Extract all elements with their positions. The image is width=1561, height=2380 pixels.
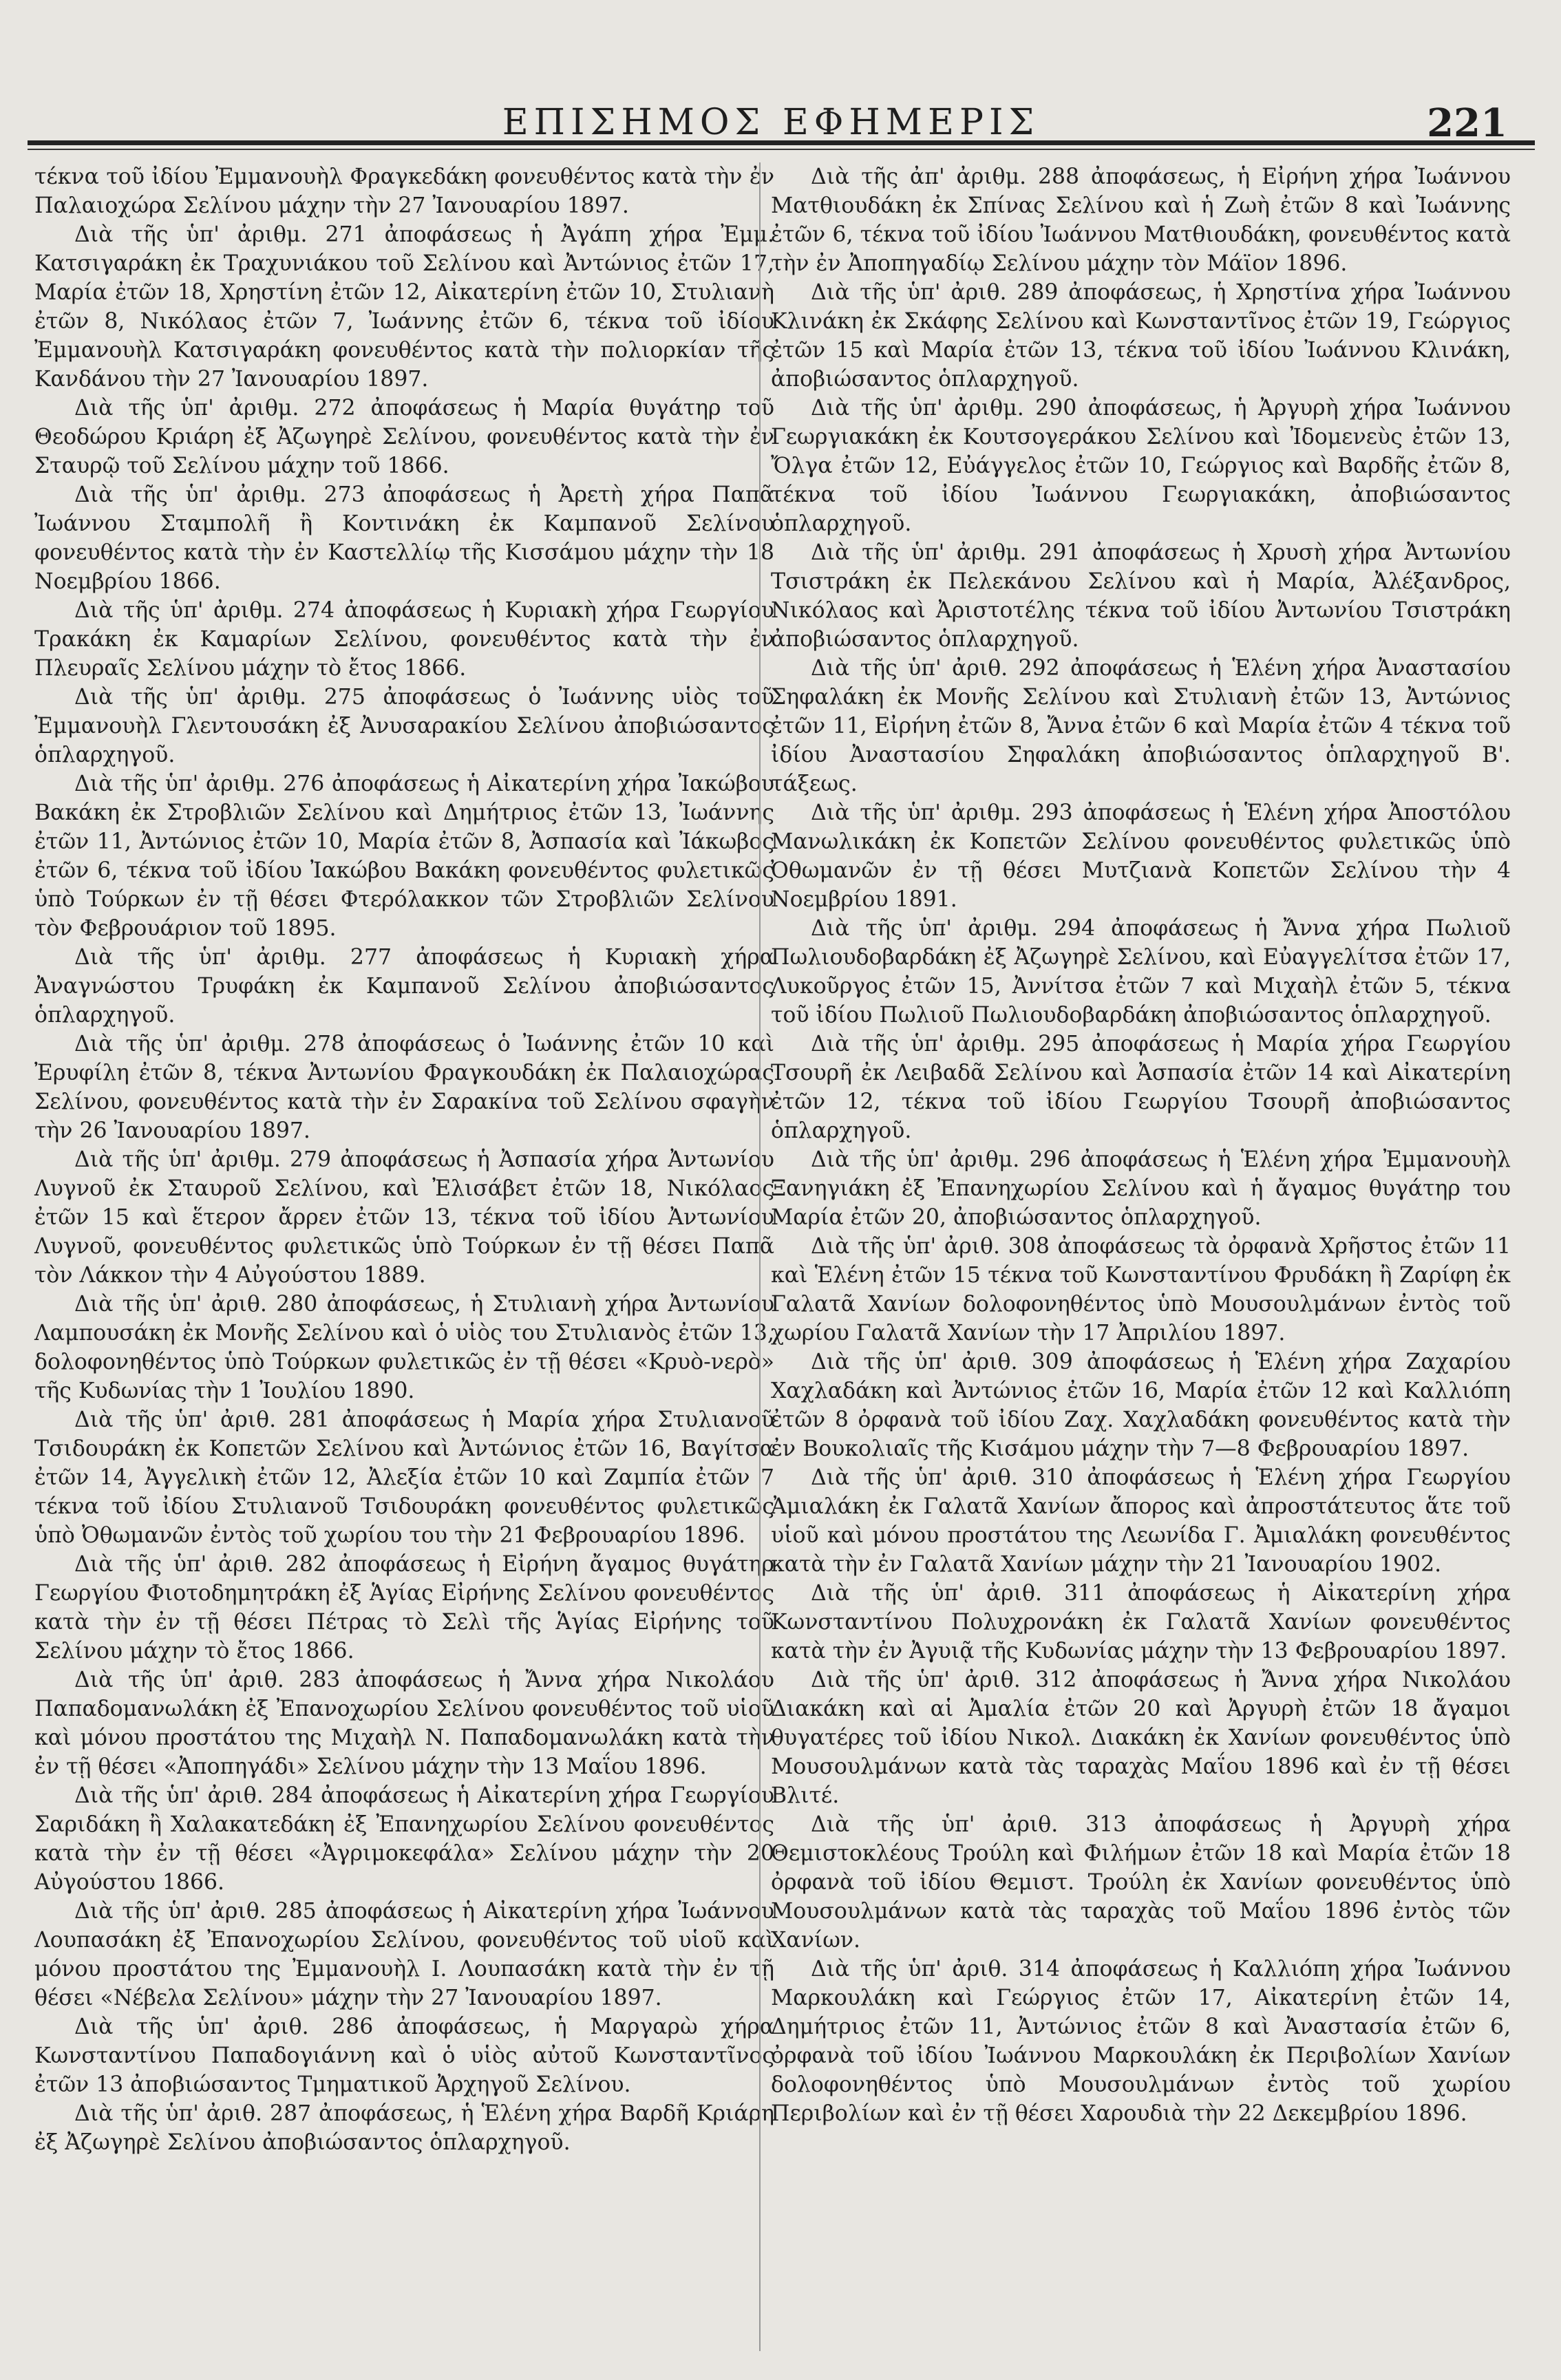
decision-paragraph: Διὰ τῆς ὑπ' ἀριθ. 308 ἀποφάσεως τὰ ὀρφανὰ Χρῆστος ἐτῶν 11 καὶ Ἑλένη ἐτῶν 15 τέκνα τοῦ Κωνσταντίνου Φρυδάκη ἢ Ζαρίφη ἐκ Γαλατᾶ Χανίων δολοφονηθέντος ὑπὸ Μουσουλμάνων ἐντὸς τοῦ χωρίου Γαλατᾶ Χανίων τὴν 17 Ἀπριλίου 1897.: [771, 1234, 1511, 1346]
decision-paragraph: Διὰ τῆς ὑπ' ἀριθμ. 293 ἀποφάσεως ἡ Ἑλένη χήρα Ἀποστόλου Μανωλικάκη ἐκ Κοπετῶν Σελίνου φονευθέντος φυλετικῶς ὑπὸ Ὀθωμανῶν ἐν τῇ θέσει Μυτζιανὰ Κοπετῶν Σελίνου τὴν 4 Νοεμβρίου 1891.: [771, 800, 1511, 912]
decision-paragraph: Διὰ τῆς ὑπ' ἀριθ. 314 ἀποφάσεως ἡ Καλλιόπη χήρα Ἰωάννου Μαρκουλάκη καὶ Γεώργιος ἐτῶν 17, Αἰκατερίνη ἐτῶν 14, Δημήτριος ἐτῶν 11, Ἀντώνιος ἐτῶν 8 καὶ Ἀναστασία ἐτῶν 6, ὀρφανὰ τοῦ ἰδίου Ἰωάννου Μαρκουλάκη ἐκ Περιβολίων Χανίων δολοφονηθέντος ὑπὸ Μουσουλμάνων ἐντὸς τοῦ χωρίου Περιβολίων καὶ ἐν τῇ θέσει Χαρουδιὰ τὴν 22 Δεκεμβρίου 1896.: [771, 1957, 1511, 2126]
decision-paragraph: Διὰ τῆς ὑπ' ἀριθμ. 274 ἀποφάσεως ἡ Κυριακὴ χήρα Γεωργίου Τρακάκη ἐκ Καμαρίων Σελίνου, φονευθέντος κατὰ τὴν ἐν Πλευραῖς Σελίνου μάχην τὸ ἔτος 1866.: [34, 598, 774, 681]
decision-paragraph: Διὰ τῆς ὑπ' ἀριθμ. 295 ἀποφάσεως ἡ Μαρία χήρα Γεωργίου Τσουρῆ ἐκ Λειβαδᾶ Σελίνου καὶ Ἀσπασία ἐτῶν 14 καὶ Αἰκατερίνη ἐτῶν 12, τέκνα τοῦ ἰδίου Γεωργίου Τσουρῆ ἀποβιώσαντος ὁπλαρχηγοῦ.: [771, 1032, 1511, 1143]
left-column: [34, 162, 774, 2157]
journal-title: ΕΠΙΣΗΜΟΣ ΕΦΗΜΕΡΙΣ: [502, 102, 1040, 143]
decision-paragraph: Διὰ τῆς ὑπ' ἀριθ. 311 ἀποφάσεως ἡ Αἰκατερίνη χήρα Κωνσταντίνου Πολυχρονάκη ἐκ Γαλατᾶ Χανίων φονευθέντος κατὰ τὴν ἐν Ἀγυιᾷ τῆς Κυδωνίας μάχην τὴν 13 Φεβρουαρίου 1897.: [771, 1581, 1511, 1664]
decision-paragraph: Διὰ τῆς ὑπ' ἀριθ. 309 ἀποφάσεως ἡ Ἑλένη χήρα Ζαχαρίου Χαχλαδάκη καὶ Ἀντώνιος ἐτῶν 16, Μαρία ἐτῶν 12 καὶ Καλλιόπη ἐτῶν 8 ὀρφανὰ τοῦ ἰδίου Ζαχ. Χαχλαδάκη φονευθέντος κατὰ τὴν ἐν Βουκολιαῖς τῆς Κισάμου μάχην τὴν 7—8 Φεβρουαρίου 1897.: [771, 1350, 1511, 1461]
decision-paragraph: Διὰ τῆς ὑπ' ἀριθμ. 272 ἀποφάσεως ἡ Μαρία θυγάτηρ τοῦ Θεοδώρου Κριάρη ἐξ Ἀζωγηρὲ Σελίνου, φονευθέντος κατὰ τὴν ἐν Σταυρῷ τοῦ Σελίνου μάχην τοῦ 1866.: [34, 396, 774, 478]
decision-paragraph: Διὰ τῆς ὑπ' ἀριθμ. 294 ἀποφάσεως ἡ Ἄννα χήρα Πωλιοῦ Πωλιουδοβαρδάκη ἐξ Ἀζωγηρὲ Σελίνου, καὶ Εὐαγγελίτσα ἐτῶν 17, Λυκοῦργος ἐτῶν 15, Ἀννίτσα ἐτῶν 7 καὶ Μιχαὴλ ἐτῶν 5, τέκνα τοῦ ἰδίου Πωλιοῦ Πωλιουδοβαρδάκη ἀποβιώσαντος ὁπλαρχηγοῦ.: [771, 916, 1511, 1028]
decision-paragraph: Διὰ τῆς ἀπ' ἀριθμ. 288 ἀποφάσεως, ἡ Εἰρήνη χήρα Ἰωάννου Ματθιουδάκη ἐκ Σπίνας Σελίνου καὶ ἡ Ζωὴ ἐτῶν 8 καὶ Ἰωάννης ἐτῶν 6, τέκνα τοῦ ἰδίου Ἰωάννου Ματθιουδάκη, φονευθέντος κατὰ τὴν ἐν Ἀποπηγαδίῳ Σελίνου μάχην τὸν Μάϊον 1896.: [771, 164, 1511, 276]
decision-paragraph: Διὰ τῆς ὑπ' ἀριθμ. 279 ἀποφάσεως ἡ Ἀσπασία χήρα Ἀντωνίου Λυγνοῦ ἐκ Σταυροῦ Σελίνου, καὶ Ἐλισάβετ ἐτῶν 18, Νικόλαος ἐτῶν 15 καὶ ἕτερον ἄρρεν ἐτῶν 13, τέκνα τοῦ ἰδίου Ἀντωνίου Λυγνοῦ, φονευθέντος φυλετικῶς ὑπὸ Τούρκων ἐν τῇ θέσει Παπᾶ τὸν Λάκκον τὴν 4 Αὐγούστου 1889.: [34, 1147, 774, 1288]
decision-paragraph: Διὰ τῆς ὑπ' ἀριθμ. 296 ἀποφάσεως ἡ Ἑλένη χήρα Ἐμμανουὴλ Ξανηγιάκη ἐξ Ἐπανηχωρίου Σελίνου καὶ ἡ ἄγαμος θυγάτηρ του Μαρία ἐτῶν 20, ἀποβιώσαντος ὁπλαρχηγοῦ.: [771, 1147, 1511, 1230]
header-rule: [28, 140, 1535, 145]
decision-paragraph: Διὰ τῆς ὑπ' ἀριθ. 287 ἀποφάσεως, ἡ Ἑλένη χήρα Βαρδῆ Κριάρη ἐξ Ἀζωγηρὲ Σελίνου ἀποβιώσαντος ὁπλαρχηγοῦ.: [34, 2101, 774, 2155]
page-number: 221: [1427, 100, 1507, 146]
decision-paragraph: Διὰ τῆς ὑπ' ἀριθ. 292 ἀποφάσεως ἡ Ἑλένη χήρα Ἀναστασίου Σηφαλάκη ἐκ Μονῆς Σελίνου καὶ Στυλιανὴ ἐτῶν 13, Ἀντώνιος ἐτῶν 11, Εἰρήνη ἐτῶν 8, Ἄννα ἐτῶν 6 καὶ Μαρία ἐτῶν 4 τέκνα τοῦ ἰδίου Ἀναστασίου Σηφαλάκη ἀποβιώσαντος ὁπλαρχηγοῦ Β'. τάξεως.: [771, 656, 1511, 796]
decision-paragraph: Διὰ τῆς ὑπ' ἀριθ. 286 ἀποφάσεως, ἡ Μαργαρὼ χήρα Κωνσταντίνου Παπαδογιάννη καὶ ὁ υἱὸς αὐτοῦ Κωνσταντῖνος ἐτῶν 13 ἀποβιώσαντος Τμηματικοῦ Ἀρχηγοῦ Σελίνου.: [34, 2015, 774, 2097]
decision-paragraph: Διὰ τῆς ὑπ' ἀριθ. 289 ἀποφάσεως, ἡ Χρηστίνα χήρα Ἰωάννου Κλινάκη ἐκ Σκάφης Σελίνου καὶ Κωνσταντῖνος ἐτῶν 19, Γεώργιος ἐτῶν 15 καὶ Μαρία ἐτῶν 13, τέκνα τοῦ ἰδίου Ἰωάννου Κλινάκη, ἀποβιώσαντος ὁπλαρχηγοῦ.: [771, 280, 1511, 392]
right-column: [771, 162, 1511, 2128]
decision-paragraph: Διὰ τῆς ὑπ' ἀριθ. 313 ἀποφάσεως ἡ Ἀργυρὴ χήρα Θεμιστοκλέους Τρούλη καὶ Φιλήμων ἐτῶν 18 καὶ Μαρία ἐτῶν 18 ὀρφανὰ τοῦ ἰδίου Θεμιστ. Τρούλη ἐκ Χανίων φονευθέντος ὑπὸ Μουσουλμάνων κατὰ τὰς ταραχὰς τοῦ Μαΐου 1896 ἐντὸς τῶν Χανίων.: [771, 1812, 1511, 1953]
decision-paragraph: Διὰ τῆς ὑπ' ἀριθ. 283 ἀποφάσεως ἡ Ἄννα χήρα Νικολάου Παπαδομανωλάκη ἐξ Ἐπανοχωρίου Σελίνου φονευθέντος τοῦ υἱοῦ καὶ μόνου προστάτου της Μιχαὴλ Ν. Παπαδομανωλάκη κατὰ τὴν ἐν τῇ θέσει «Ἀποπηγάδι» Σελίνου μάχην τὴν 13 Μαΐου 1896.: [34, 1668, 774, 1779]
decision-paragraph: Διὰ τῆς ὑπ' ἀριθ. 284 ἀποφάσεως ἡ Αἰκατερίνη χήρα Γεωργίου Σαριδάκη ἢ Χαλακατεδάκη ἐξ Ἐπανηχωρίου Σελίνου φονευθέντος κατὰ τὴν ἐν τῇ θέσει «Ἀγριμοκεφάλα» Σελίνου μάχην τὴν 20 Αὐγούστου 1866.: [34, 1783, 774, 1895]
page-header: [28, 96, 1514, 145]
decision-paragraph: Διὰ τῆς ὑπ' ἀριθμ. 271 ἀποφάσεως ἡ Ἀγάπη χήρα Ἐμμ. Κατσιγαράκη ἐκ Τραχυνιάκου τοῦ Σελίνου καὶ Ἀντώνιος ἐτῶν 17, Μαρία ἐτῶν 18, Χρηστίνη ἐτῶν 12, Αἰκατερίνη ἐτῶν 10, Στυλιανὴ ἐτῶν 8, Νικόλαος ἐτῶν 7, Ἰωάννης ἐτῶν 6, τέκνα τοῦ ἰδίου Ἐμμανουὴλ Κατσιγαράκη φονευθέντος κατὰ τὴν πολιορκίαν τῆς Κανδάνου τὴν 27 Ἰανουαρίου 1897.: [34, 222, 774, 392]
decision-paragraph: Διὰ τῆς ὑπ' ἀριθμ. 277 ἀποφάσεως ἡ Κυριακὴ χήρα Ἀναγνώστου Τρυφάκη ἐκ Καμπανοῦ Σελίνου ἀποβιώσαντος ὁπλαρχηγοῦ.: [34, 945, 774, 1028]
decision-paragraph: Διὰ τῆς ὑπ' ἀριθμ. 291 ἀποφάσεως ἡ Χρυσὴ χήρα Ἀντωνίου Τσιστράκη ἐκ Πελεκάνου Σελίνου καὶ ἡ Μαρία, Ἀλέξανδρος, Νικόλαος καὶ Ἀριστοτέλης τέκνα τοῦ ἰδίου Ἀντωνίου Τσιστράκη ἀποβιώσαντος ὁπλαρχηγοῦ.: [771, 540, 1511, 652]
decision-paragraph: Διὰ τῆς ὑπ' ἀριθ. 280 ἀποφάσεως, ἡ Στυλιανὴ χήρα Ἀντωνίου Λαμπουσάκη ἐκ Μονῆς Σελίνου καὶ ὁ υἱὸς του Στυλιανὸς ἐτῶν 13, δολοφονηθέντος ὑπὸ Τούρκων φυλετικῶς ἐν τῇ θέσει «Κρυὸ-νερὸ» τῆς Κυδωνίας τὴν 1 Ἰουλίου 1890.: [34, 1292, 774, 1403]
decision-paragraph: Διὰ τῆς ὑπ' ἀριθμ. 278 ἀποφάσεως ὁ Ἰωάννης ἐτῶν 10 καὶ Ἐρυφίλη ἐτῶν 8, τέκνα Ἀντωνίου Φραγκουδάκη ἐκ Παλαιοχώρας Σελίνου, φονευθέντος κατὰ τὴν ἐν Σαρακίνα τοῦ Σελίνου σφαγὴν τὴν 26 Ἰανουαρίου 1897.: [34, 1032, 774, 1143]
decision-paragraph: Διὰ τῆς ὑπ' ἀριθ. 282 ἀποφάσεως ἡ Εἰρήνη ἄγαμος θυγάτηρ Γεωργίου Φιοτοδημητράκη ἐξ Ἁγίας Εἰρήνης Σελίνου φονευθέντος κατὰ τὴν ἐν τῇ θέσει Πέτρας τὸ Σελὶ τῆς Ἁγίας Εἰρήνης τοῦ Σελίνου μάχην τὸ ἔτος 1866.: [34, 1552, 774, 1664]
decision-paragraph: Διὰ τῆς ὑπ' ἀριθμ. 290 ἀποφάσεως, ἡ Ἀργυρὴ χήρα Ἰωάννου Γεωργιακάκη ἐκ Κουτσογεράκου Σελίνου καὶ Ἰδομενεὺς ἐτῶν 13, Ὄλγα ἐτῶν 12, Εὐάγγελος ἐτῶν 10, Γεώργιος καὶ Βαρδῆς ἐτῶν 8, τέκνα τοῦ ἰδίου Ἰωάννου Γεωργιακάκη, ἀποβιώσαντος ὁπλαρχηγοῦ.: [771, 396, 1511, 536]
decision-paragraph: Διὰ τῆς ὑπ' ἀριθ. 312 ἀποφάσεως ἡ Ἄννα χήρα Νικολάου Διακάκη καὶ αἱ Ἀμαλία ἐτῶν 20 καὶ Ἀργυρὴ ἐτῶν 18 ἄγαμοι θυγατέρες τοῦ ἰδίου Νικολ. Διακάκη ἐκ Χανίων φονευθέντος ὑπὸ Μουσουλμάνων κατὰ τὰς ταραχὰς Μαΐου 1896 καὶ ἐν τῇ θέσει Βλιτέ.: [771, 1668, 1511, 1808]
decision-paragraph: Διὰ τῆς ὑπ' ἀριθ. 285 ἀποφάσεως ἡ Αἰκατερίνη χήρα Ἰωάννου Λουπασάκη ἐξ Ἐπανοχωρίου Σελίνου, φονευθέντος τοῦ υἱοῦ καὶ μόνου προστάτου της Ἐμμανουὴλ Ι. Λουπασάκη κατὰ τὴν ἐν τῇ θέσει «Νέβελα Σελίνου» μάχην τὴν 27 Ἰανουαρίου 1897.: [34, 1899, 774, 2010]
decision-paragraph: Διὰ τῆς ὑπ' ἀριθμ. 273 ἀποφάσεως ἡ Ἀρετὴ χήρα Παπᾶ Ἰωάννου Σταμπολῆ ἢ Κοντινάκη ἐκ Καμπανοῦ Σελίνου φονευθέντος κατὰ τὴν ἐν Καστελλίῳ τῆς Κισσάμου μάχην τὴν 18 Νοεμβρίου 1866.: [34, 482, 774, 594]
decision-paragraph: Διὰ τῆς ὑπ' ἀριθ. 281 ἀποφάσεως ἡ Μαρία χήρα Στυλιανοῦ Τσιδουράκη ἐκ Κοπετῶν Σελίνου καὶ Ἀντώνιος ἐτῶν 16, Βαγίτσα ἐτῶν 14, Ἀγγελικὴ ἐτῶν 12, Ἀλεξία ἐτῶν 10 καὶ Ζαμπία ἐτῶν 7 τέκνα τοῦ ἰδίου Στυλιανοῦ Τσιδουράκη φονευθέντος φυλετικῶς ὑπὸ Ὀθωμανῶν ἐντὸς τοῦ χωρίου του τὴν 21 Φεβρουαρίου 1896.: [34, 1407, 774, 1548]
column-separator: [759, 162, 761, 2351]
decision-paragraph: Διὰ τῆς ὑπ' ἀριθ. 310 ἀποφάσεως ἡ Ἑλένη χήρα Γεωργίου Ἀμιαλάκη ἐκ Γαλατᾶ Χανίων ἄπορος καὶ ἀπροστάτευτος ἅτε τοῦ υἱοῦ καὶ μόνου προστάτου της Λεωνίδα Γ. Ἀμιαλάκη φονευθέντος κατὰ τὴν ἐν Γαλατᾶ Χανίων μάχην τὴν 21 Ἰανουαρίου 1902.: [771, 1465, 1511, 1577]
decision-paragraph: τέκνα τοῦ ἰδίου Ἐμμανουὴλ Φραγκεδάκη φονευθέντος κατὰ τὴν ἐν Παλαιοχώρα Σελίνου μάχην τὴν 27 Ἰανουαρίου 1897.: [34, 164, 774, 218]
decision-paragraph: Διὰ τῆς ὑπ' ἀριθμ. 275 ἀποφάσεως ὁ Ἰωάννης υἱὸς τοῦ Ἐμμανουὴλ Γλεντουσάκη ἐξ Ἀνυσαρακίου Σελίνου ἀποβιώσαντος ὁπλαρχηγοῦ.: [34, 685, 774, 767]
header-rule-thin: [28, 149, 1535, 150]
decision-paragraph: Διὰ τῆς ὑπ' ἀριθμ. 276 ἀποφάσεως ἡ Αἰκατερίνη χήρα Ἰακώβου Βακάκη ἐκ Στροβλιῶν Σελίνου καὶ Δημήτριος ἐτῶν 13, Ἰωάννης ἐτῶν 11, Ἀντώνιος ἐτῶν 10, Μαρία ἐτῶν 8, Ἀσπασία καὶ Ἰάκωβος ἐτῶν 6, τέκνα τοῦ ἰδίου Ἰακώβου Βακάκη φονευθέντος φυλετικῶς ὑπὸ Τούρκων ἐν τῇ θέσει Φτερόλακκον τῶν Στροβλιῶν Σελίνου τὸν Φεβρουάριον τοῦ 1895.: [34, 772, 774, 941]
